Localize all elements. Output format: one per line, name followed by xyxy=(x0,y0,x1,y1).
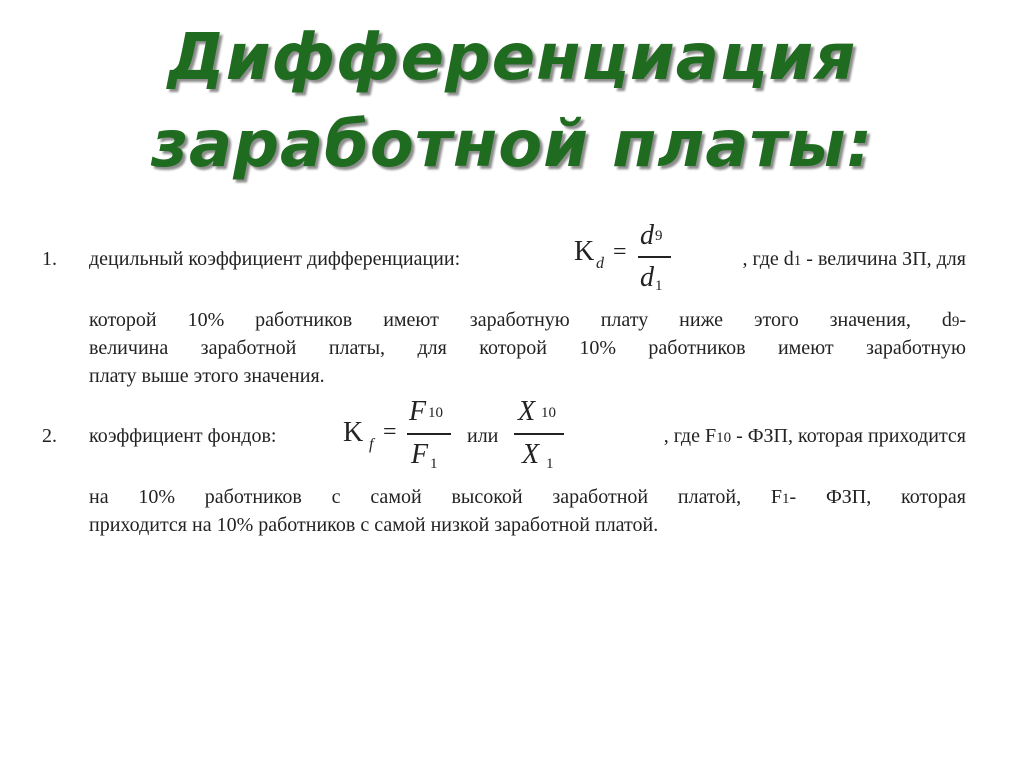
item-1-where: , где d1 - величина ЗП, для xyxy=(742,248,966,270)
item-1-formula-k: K xyxy=(574,236,595,267)
item-1-denominator: d xyxy=(640,262,654,293)
item-2-fraction-bar-2 xyxy=(514,433,564,435)
item-1-description xyxy=(89,306,966,390)
item-1-line-4: плату выше этого значения. xyxy=(89,365,325,387)
item-2-line-3: приходится на 10% работников с самой низкой заработной платой. xyxy=(89,514,659,536)
item-2-denominator-2: X xyxy=(522,439,540,470)
item-1-number: 1. xyxy=(42,248,57,270)
item-1-fraction-bar xyxy=(638,256,671,258)
item-2-denominator-sub: 1 xyxy=(430,456,438,472)
item-2-numerator-2: X xyxy=(518,396,536,427)
item-1-line-2: которой 10% работников имеют заработную плату ниже этого значения, d9- xyxy=(89,309,966,331)
item-2-formula-equals: = xyxy=(383,419,397,445)
item-2-numerator: F xyxy=(409,396,427,427)
item-1-formula-equals: = xyxy=(613,239,627,265)
item-2-fraction-bar-1 xyxy=(407,433,451,435)
item-1-denominator-sub: 1 xyxy=(655,278,663,294)
title-line-1: Дифференциация xyxy=(167,21,857,95)
item-2-numerator-2-sub: 10 xyxy=(541,405,556,421)
item-2-formula-k: K xyxy=(343,417,364,448)
item-2-numerator-sub: 10 xyxy=(428,405,443,421)
item-1-numerator: d xyxy=(640,220,654,251)
item-2-where: , где F10 - ФЗП, которая приходится xyxy=(663,425,966,447)
title-line-2: заработной платы: xyxy=(150,108,874,182)
item-1-label: децильный коэффициент дифференциации: xyxy=(89,248,461,270)
item-2-description xyxy=(89,483,966,539)
item-1-formula-k-sub: d xyxy=(596,255,604,272)
item-1-numerator-sub: 9 xyxy=(655,228,663,244)
item-2-number: 2. xyxy=(42,425,57,447)
item-2-formula-k-sub: f xyxy=(369,436,374,453)
item-2-line-2: на 10% работников с самой высокой заработной платой, F1- ФЗП, которая xyxy=(89,486,966,508)
item-2-label: коэффициент фондов: xyxy=(89,425,277,447)
item-2-denominator-2-sub: 1 xyxy=(546,456,554,472)
item-1-line-3: величина заработной платы, для которой 10% работников имеют заработную xyxy=(89,337,966,359)
item-2-denominator: F xyxy=(411,439,429,470)
item-2-or: или xyxy=(467,425,499,447)
